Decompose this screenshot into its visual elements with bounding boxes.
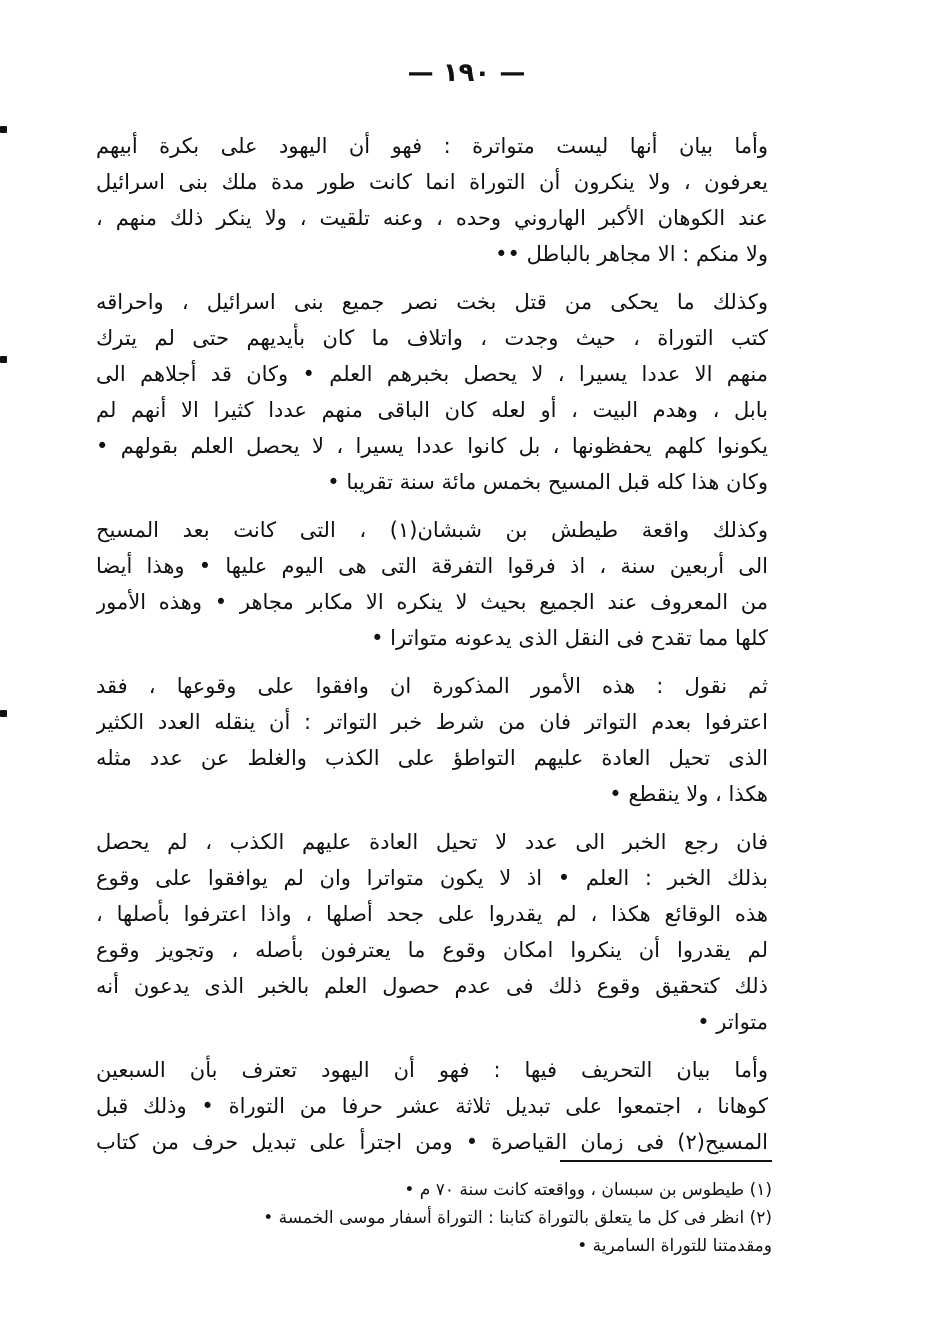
footnote-divider <box>560 1160 772 1162</box>
margin-mark <box>0 710 7 717</box>
text-line: المسيح(٢) فى زمان القياصرة • ومن اجترأ على تبديل حرف من كتاب <box>96 1130 768 1154</box>
text-line: وكان هذا كله قبل المسيح بخمس مائة سنة تقريبا • <box>327 470 768 494</box>
footnotes <box>110 1176 772 1260</box>
text-line: وأما بيان أنها ليست متواترة : فهو أن اليهود على بكرة أبيهم <box>96 134 768 158</box>
paragraph <box>96 1052 768 1160</box>
text-line: ثم نقول : هذه الأمور المذكورة ان وافقوا على وقوعها ، فقد <box>96 674 768 698</box>
text-line: كتب التوراة ، حيث وجدت ، واتلاف ما كان بأيديهم حتى لم يترك <box>96 326 768 350</box>
paragraph <box>96 284 768 500</box>
footnote: (١) طيطوس بن سبسان ، وواقعته كانت سنة ٧٠ م • <box>404 1180 772 1200</box>
paragraph <box>96 824 768 1040</box>
text-line: عند الكوهان الأكبر الهاروني وحده ، وعنه تلقيت ، ولا ينكر ذلك منهم ، <box>96 206 768 230</box>
paragraph <box>96 128 768 272</box>
text-line: هكذا ، ولا ينقطع • <box>609 782 768 806</box>
text-line: من المعروف عند الجميع بحيث لا ينكره الا مكابر مجاهر • وهذه الأمور <box>96 590 768 614</box>
text-line: وأما بيان التحريف فيها : فهو أن اليهود تعترف بأن السبعين <box>96 1058 768 1082</box>
margin-mark <box>0 126 7 133</box>
text-line: ذلك كتحقيق وقوع ذلك فى عدم حصول العلم بالخبر الذى يدعون أنه <box>96 974 768 998</box>
text-line: فان رجع الخبر الى عدد لا تحيل العادة عليهم الكذب ، لم يحصل <box>96 830 768 854</box>
text-line: لم يقدروا أن ينكروا امكان وقوع ما يعترفون بأصله ، وتجويز وقوع <box>96 938 768 962</box>
text-line: هذه الوقائع هكذا ، لم يقدروا على جحد أصلها ، واذا اعترفوا بأصلها ، <box>96 902 768 926</box>
text-line: يكونوا كلهم يحفظونها ، بل كانوا عددا يسيرا ، لا يحصل العلم بقولهم • <box>96 434 768 458</box>
margin-mark <box>0 356 7 363</box>
text-line: اعترفوا بعدم التواتر فان من شرط خبر التواتر : أن ينقله العدد الكثير <box>96 710 768 734</box>
text-line: بابل ، وهدم البيت ، أو لعله كان الباقى منهم عددا كثيرا الا أنهم لم <box>96 398 768 422</box>
text-line: الى أربعين سنة ، اذ فرقوا التفرقة التى هى اليوم عليها • وهذا أيضا <box>96 554 768 578</box>
text-line: كوهانا ، اجتمعوا على تبديل ثلاثة عشر حرفا من التوراة • وذلك قبل <box>96 1094 768 1118</box>
footnote: ومقدمتنا للتوراة السامرية • <box>577 1236 772 1256</box>
text-line: يعرفون ، ولا ينكرون أن التوراة انما كانت طور مدة ملك بنى اسرائيل <box>96 170 768 194</box>
text-line: منهم الا عددا يسيرا ، لا يحصل بخبرهم العلم • وكان قد أجلاهم الى <box>96 362 768 386</box>
text-line: الذى تحيل العادة عليهم التواطؤ على الكذب والغلط عن عدد مثله <box>96 746 768 770</box>
text-line: بذلك الخبر : العلم • اذ لا يكون متواترا وان لم يوافقوا على وقوع <box>96 866 768 890</box>
page-number: — ١٩٠ — <box>407 58 526 88</box>
body-text <box>96 128 768 1160</box>
text-line: ولا منكم : الا مجاهر بالباطل •• <box>495 242 768 266</box>
paragraph <box>96 512 768 656</box>
text-line: وكذلك ما يحكى من قتل بخت نصر جميع بنى اسرائيل ، واحراقه <box>96 290 768 314</box>
footnote: (٢) انظر فى كل ما يتعلق بالتوراة كتابنا : التوراة أسفار موسى الخمسة • <box>263 1208 772 1228</box>
text-line: متواتر • <box>697 1010 768 1034</box>
paragraph <box>96 668 768 812</box>
text-line: كلها مما تقدح فى النقل الذى يدعونه متواترا • <box>371 626 768 650</box>
text-line: وكذلك واقعة طيطش بن شبشان(١) ، التى كانت بعد المسيح <box>96 518 768 542</box>
